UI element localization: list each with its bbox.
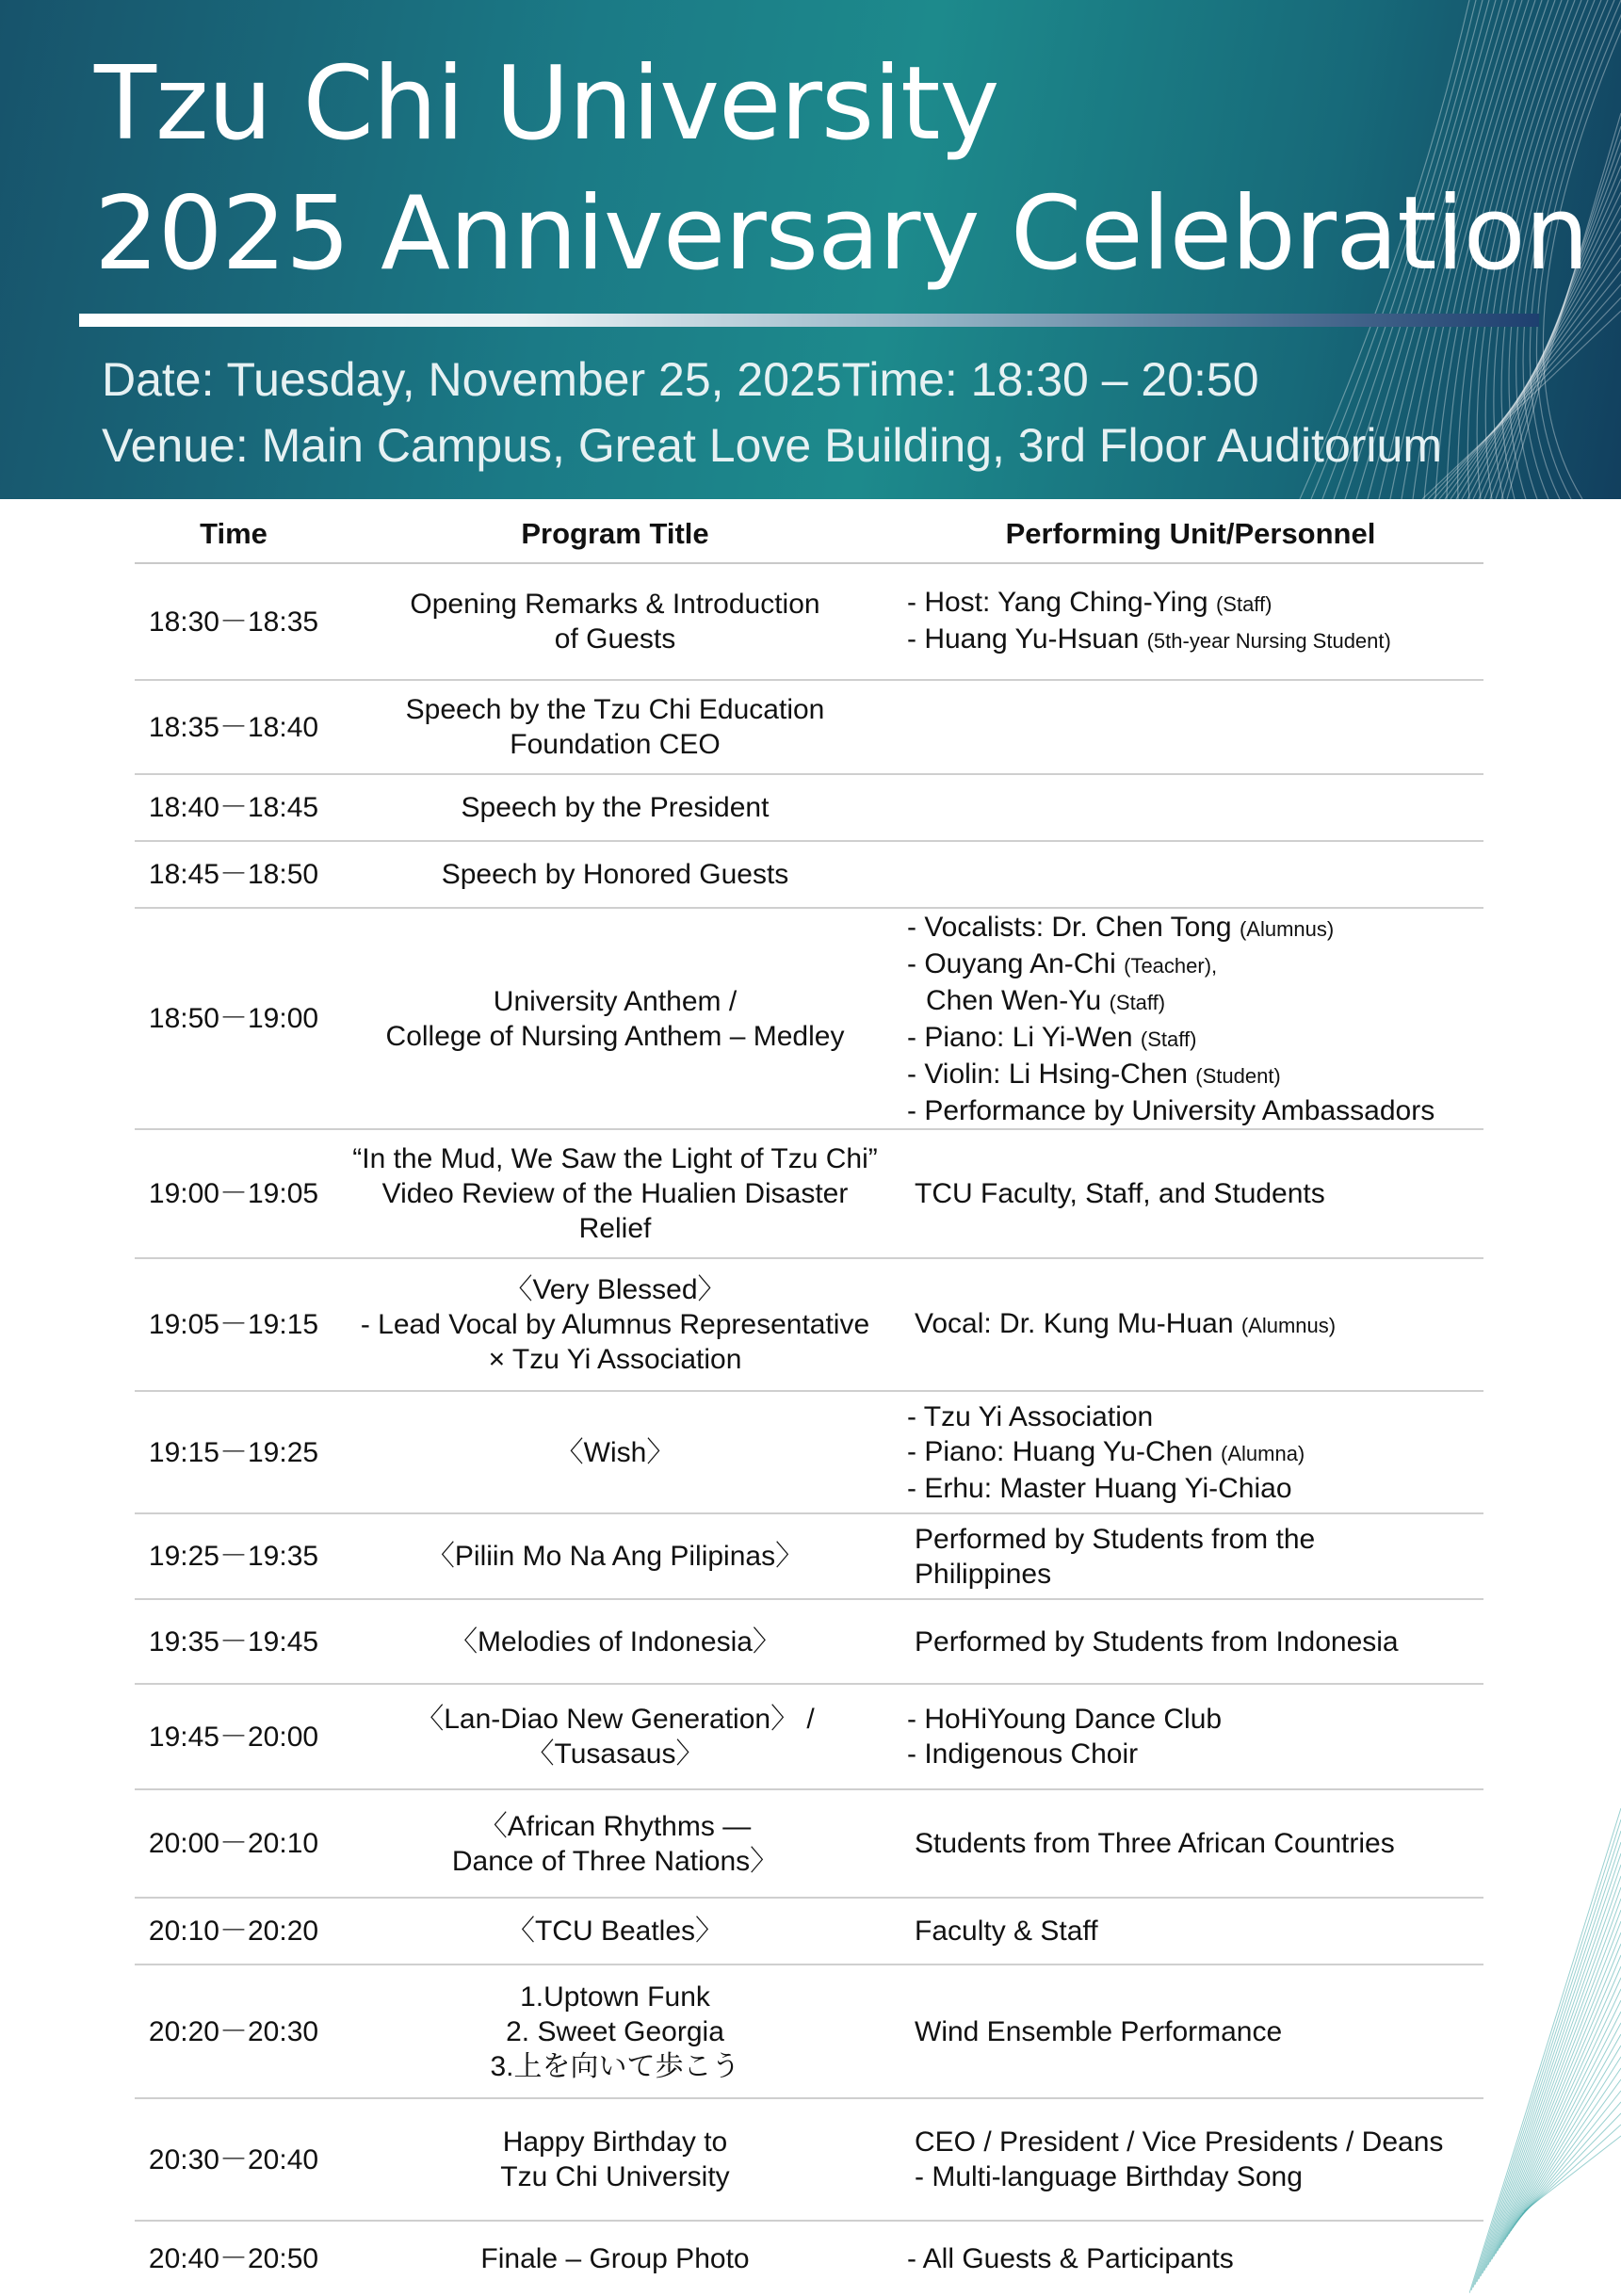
performer-line <box>907 585 1483 622</box>
program-title-line: “In the Mud, We Saw the Light of Tzu Chi” <box>352 1143 878 1174</box>
column-header-time: Time <box>135 506 332 563</box>
program-title-line: 〈Piliin Mo Na Ang Pilipinas〉 <box>426 1541 804 1572</box>
cell-program-title <box>332 1391 898 1513</box>
performer-name: Performed by Students from the <box>915 1523 1316 1555</box>
performer-name: Students from Three African Countries <box>915 1828 1395 1859</box>
performer-line <box>907 622 1483 658</box>
cell-performers <box>898 1599 1483 1684</box>
performer-name: Philippines <box>915 1558 1052 1590</box>
program-title-line: College of Nursing Anthem – Medley <box>385 1020 845 1052</box>
cell-performers <box>898 563 1483 680</box>
program-title-line: Happy Birthday to <box>502 2126 728 2158</box>
cell-performers <box>898 1965 1483 2098</box>
table-row <box>135 2098 1483 2221</box>
performer-role-note: (Alumna) <box>1221 1441 1305 1465</box>
performer-name: - Piano: Li Yi-Wen <box>907 1021 1141 1053</box>
program-title-line: 〈Melodies of Indonesia〉 <box>449 1625 781 1657</box>
cell-performers <box>898 1684 1483 1789</box>
cell-performers <box>898 2221 1483 2296</box>
performer-name: Chen Wen-Yu <box>926 984 1110 1016</box>
table-header-row <box>135 506 1483 563</box>
cell-program-title <box>332 1599 898 1684</box>
cell-program-title <box>332 1898 898 1965</box>
program-title-line: Video Review of the Hualien Disaster <box>381 1178 849 1209</box>
program-title-line: Dance of Three Nations〉 <box>451 1845 779 1877</box>
performer-name: - Multi-language Birthday Song <box>915 2161 1303 2192</box>
cell-time: 20:30－20:40 <box>135 2098 332 2221</box>
performer-line <box>915 1522 1483 1557</box>
performer-line <box>907 1702 1483 1737</box>
cell-time: 18:40－18:45 <box>135 774 332 841</box>
cell-program-title <box>332 1684 898 1789</box>
performer-line <box>907 1093 1483 1128</box>
performer-name: - Piano: Huang Yu-Chen <box>907 1435 1222 1467</box>
cell-time: 18:30－18:35 <box>135 563 332 680</box>
performer-name: - Violin: Li Hsing-Chen <box>907 1058 1196 1090</box>
cell-program-title <box>332 2221 898 2296</box>
cell-time: 18:35－18:40 <box>135 680 332 774</box>
performer-name: - Erhu: Master Huang Yi-Chiao <box>907 1472 1292 1504</box>
performer-line <box>907 1020 1483 1057</box>
table-row <box>135 1391 1483 1513</box>
performer-line <box>907 1737 1483 1771</box>
cell-time: 20:10－20:20 <box>135 1898 332 1965</box>
program-title-line: - Lead Vocal by Alumnus Representative <box>360 1309 870 1340</box>
program-title-line: 〈Very Blessed〉 <box>504 1274 726 1305</box>
cell-performers <box>898 774 1483 841</box>
performer-name: Vocal: Dr. Kung Mu-Huan <box>915 1308 1241 1339</box>
cell-time: 19:45－20:00 <box>135 1684 332 1789</box>
table-row <box>135 680 1483 774</box>
performer-role-note: (Staff) <box>1215 592 1272 616</box>
event-date-time: Date: Tuesday, November 25, 2025Time: 18:30 – 20:50 <box>102 353 1259 406</box>
performer-line <box>907 1057 1483 1093</box>
performer-line <box>915 1826 1483 1861</box>
performer-line <box>907 1399 1483 1434</box>
program-title-line: 1.Uptown Funk <box>520 1981 710 2013</box>
program-title-line: of Guests <box>554 623 676 655</box>
program-title-line: Foundation CEO <box>510 729 721 760</box>
program-title-line: 〈TCU Beatles〉 <box>506 1916 724 1947</box>
performer-name: - HoHiYoung Dance Club <box>907 1704 1223 1735</box>
program-title-line: Finale – Group Photo <box>480 2243 750 2274</box>
cell-program-title <box>332 2098 898 2221</box>
performer-name: TCU Faculty, Staff, and Students <box>915 1178 1325 1209</box>
cell-program-title <box>332 1965 898 2098</box>
cell-performers <box>898 1898 1483 1965</box>
performer-name: - Tzu Yi Association <box>907 1400 1154 1432</box>
program-title-line: Speech by the Tzu Chi Education <box>405 694 825 725</box>
cell-time: 19:15－19:25 <box>135 1391 332 1513</box>
cell-performers <box>898 1391 1483 1513</box>
performer-line <box>915 2125 1483 2159</box>
cell-time: 20:00－20:10 <box>135 1789 332 1898</box>
performer-name: Performed by Students from Indonesia <box>915 1625 1399 1657</box>
table-row <box>135 2221 1483 2296</box>
performer-name: - All Guests & Participants <box>907 2243 1234 2274</box>
cell-program-title <box>332 1129 898 1258</box>
performer-line <box>907 1471 1483 1506</box>
performer-role-note: (Student) <box>1195 1063 1281 1088</box>
cell-time: 19:05－19:15 <box>135 1258 332 1391</box>
cell-program-title <box>332 841 898 908</box>
performer-line <box>907 2241 1483 2276</box>
table-row <box>135 1684 1483 1789</box>
program-title-line: 〈Tusasaus〉 <box>526 1738 705 1770</box>
program-title-line: Opening Remarks & Introduction <box>410 589 820 620</box>
performer-name: - Huang Yu-Hsuan <box>907 623 1147 655</box>
performer-name: - Vocalists: Dr. Chen Tong <box>907 911 1240 943</box>
table-row <box>135 1965 1483 2098</box>
program-title-line: 3.上を向いて歩こう <box>490 2050 740 2082</box>
cell-program-title <box>332 563 898 680</box>
cell-performers <box>898 841 1483 908</box>
program-schedule-table <box>135 506 1483 2296</box>
program-title-line: Tzu Chi University <box>500 2161 730 2192</box>
program-title-line: 〈Lan-Diao New Generation〉 / <box>415 1704 815 1735</box>
table-row <box>135 1789 1483 1898</box>
table-row <box>135 774 1483 841</box>
performer-name: CEO / President / Vice Presidents / Deans <box>915 2126 1444 2158</box>
cell-program-title <box>332 908 898 1129</box>
performer-line <box>915 2159 1483 2194</box>
cell-program-title <box>332 1789 898 1898</box>
performer-role-note: (Alumnus) <box>1240 1314 1337 1337</box>
column-header-performers: Performing Unit/Personnel <box>898 506 1483 563</box>
cell-time: 19:35－19:45 <box>135 1599 332 1684</box>
cell-time: 18:45－18:50 <box>135 841 332 908</box>
cell-time: 18:50－19:00 <box>135 908 332 1129</box>
event-title-line2: 2025 Anniversary Celebration <box>94 175 1589 293</box>
performer-line <box>915 1306 1483 1343</box>
cell-performers <box>898 1789 1483 1898</box>
cell-performers <box>898 1513 1483 1599</box>
decorative-lines-bottom-right <box>1469 1620 1621 2293</box>
table-row <box>135 1599 1483 1684</box>
cell-performers <box>898 908 1483 1129</box>
performer-role-note: (5th-year Nursing Student) <box>1146 629 1391 653</box>
event-title-line1: Tzu Chi University <box>94 45 999 163</box>
table-row <box>135 908 1483 1129</box>
program-title-line: Speech by the President <box>461 792 770 823</box>
performer-line <box>907 983 1483 1020</box>
cell-performers <box>898 2098 1483 2221</box>
program-title-line: 〈African Rhythms — <box>478 1810 752 1842</box>
cell-performers <box>898 680 1483 774</box>
table-row <box>135 841 1483 908</box>
program-title-line: × Tzu Yi Association <box>488 1344 742 1375</box>
performer-name: Faculty & Staff <box>915 1916 1098 1947</box>
performer-name: Wind Ensemble Performance <box>915 2015 1283 2047</box>
column-header-program-title: Program Title <box>332 506 898 563</box>
program-title-line: 〈Wish〉 <box>555 1436 675 1468</box>
cell-program-title <box>332 774 898 841</box>
program-title-line: Speech by Honored Guests <box>441 859 789 890</box>
event-venue: Venue: Main Campus, Great Love Building, 3rd Floor Auditorium <box>102 419 1442 472</box>
cell-performers <box>898 1129 1483 1258</box>
cell-time: 19:00－19:05 <box>135 1129 332 1258</box>
program-title-line: 2. Sweet Georgia <box>506 2015 724 2047</box>
performer-line <box>915 1557 1483 1592</box>
performer-line <box>915 1625 1483 1659</box>
performer-line <box>915 1176 1483 1211</box>
cell-time: 19:25－19:35 <box>135 1513 332 1599</box>
performer-line <box>915 1914 1483 1948</box>
program-title-line: Relief <box>578 1213 652 1244</box>
table-row <box>135 1513 1483 1599</box>
table-row <box>135 1129 1483 1258</box>
performer-name: - Host: Yang Ching-Ying <box>907 587 1216 618</box>
performer-role-note: (Teacher), <box>1124 953 1218 978</box>
table-row <box>135 1898 1483 1965</box>
performer-line <box>907 910 1483 946</box>
cell-time: 20:40－20:50 <box>148 2243 319 2274</box>
cell-program-title <box>332 1513 898 1599</box>
performer-line <box>907 946 1483 983</box>
performer-name: - Performance by University Ambassadors <box>907 1094 1435 1126</box>
program-title-line: University Anthem / <box>493 985 738 1017</box>
performer-role-note: (Staff) <box>1140 1027 1197 1051</box>
cell-program-title <box>332 1258 898 1391</box>
cell-program-title <box>332 680 898 774</box>
cell-performers <box>898 1258 1483 1391</box>
header-banner <box>0 0 1621 499</box>
performer-line <box>907 1434 1483 1471</box>
table-row <box>135 1258 1483 1391</box>
table-row <box>135 563 1483 680</box>
performer-name: - Indigenous Choir <box>907 1738 1139 1770</box>
cell-time: 20:20－20:30 <box>135 1965 332 2098</box>
header-divider <box>79 314 1539 327</box>
performer-line <box>915 2014 1483 2049</box>
performer-role-note: (Alumnus) <box>1239 916 1335 941</box>
performer-name: - Ouyang An-Chi <box>907 947 1125 979</box>
performer-role-note: (Staff) <box>1109 990 1166 1014</box>
